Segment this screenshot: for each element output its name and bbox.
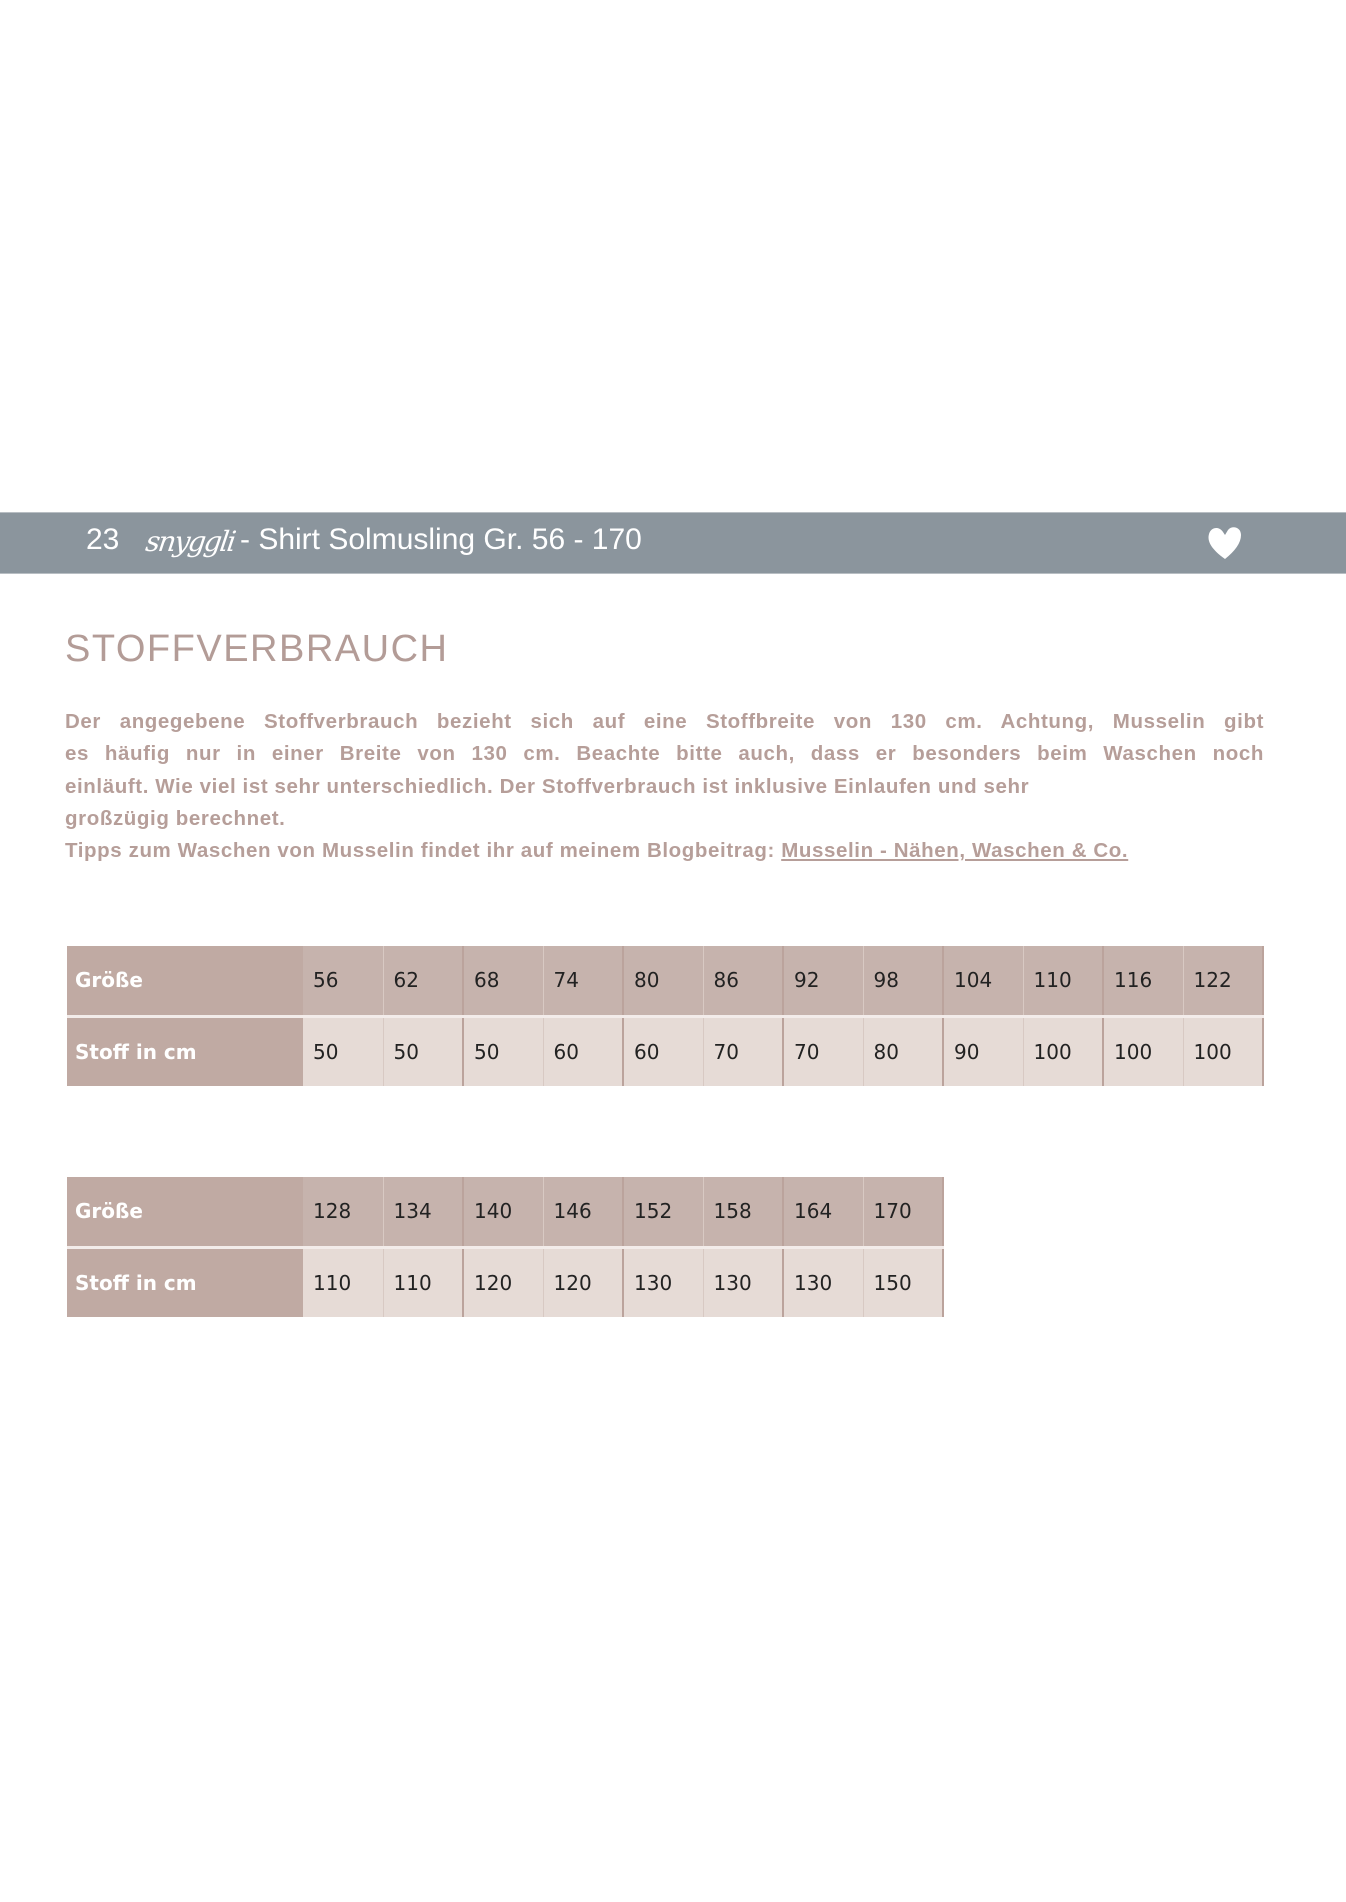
row-label: Stoff in cm bbox=[67, 1247, 303, 1317]
size-cell: 140 bbox=[463, 1177, 543, 1247]
brand-logo: snyggli bbox=[143, 525, 237, 558]
size-cell: 104 bbox=[943, 946, 1023, 1016]
size-cell: 122 bbox=[1183, 946, 1263, 1016]
row-label: Größe bbox=[67, 946, 303, 1016]
paragraph-line: Der angegebene Stoffverbrauch bezieht sich auf eine Stoffbreite von 130 cm. Achtung, Musselin gibt bbox=[65, 710, 1264, 733]
size-row bbox=[67, 946, 1263, 1016]
size-row bbox=[67, 1177, 943, 1247]
paragraph-line: einläuft. Wie viel ist sehr unterschiedlich. Der Stoffverbrauch ist inklusive Einlaufen und sehr bbox=[65, 774, 1030, 798]
fabric-row bbox=[67, 1247, 943, 1317]
paragraph-line: großzügig berechnet. bbox=[65, 806, 286, 830]
size-cell: 86 bbox=[703, 946, 783, 1016]
fabric-cell: 80 bbox=[863, 1016, 943, 1086]
fabric-cell: 100 bbox=[1183, 1016, 1263, 1086]
document-title: - Shirt Solmusling Gr. 56 - 170 bbox=[240, 523, 642, 556]
fabric-cell: 130 bbox=[783, 1247, 863, 1317]
blog-link[interactable]: Musselin - Nähen, Waschen & Co. bbox=[781, 839, 1129, 863]
fabric-cell: 120 bbox=[463, 1247, 543, 1317]
fabric-cell: 130 bbox=[623, 1247, 703, 1317]
fabric-cell: 70 bbox=[703, 1016, 783, 1086]
size-cell: 164 bbox=[783, 1177, 863, 1247]
heart-icon bbox=[1205, 523, 1245, 563]
size-cell: 92 bbox=[783, 946, 863, 1016]
size-cell: 146 bbox=[543, 1177, 623, 1247]
fabric-cell: 50 bbox=[303, 1016, 383, 1086]
fabric-cell: 130 bbox=[703, 1247, 783, 1317]
fabric-cell: 60 bbox=[543, 1016, 623, 1086]
paragraph-line: es häufig nur in einer Breite von 130 cm. Beachte bitte auch, dass er besonders beim Waschen noch bbox=[65, 742, 1264, 766]
row-label: Stoff in cm bbox=[67, 1016, 303, 1086]
fabric-cell: 90 bbox=[943, 1016, 1023, 1086]
size-cell: 110 bbox=[1023, 946, 1103, 1016]
fabric-cell: 50 bbox=[463, 1016, 543, 1086]
size-cell: 98 bbox=[863, 946, 943, 1016]
size-cell: 152 bbox=[623, 1177, 703, 1247]
size-cell: 170 bbox=[863, 1177, 943, 1247]
size-cell: 158 bbox=[703, 1177, 783, 1247]
fabric-cell: 110 bbox=[383, 1247, 463, 1317]
intro-paragraph bbox=[65, 706, 1264, 867]
page-header-bar bbox=[0, 512, 1346, 574]
size-cell: 68 bbox=[463, 946, 543, 1016]
fabric-cell: 150 bbox=[863, 1247, 943, 1317]
size-cell: 74 bbox=[543, 946, 623, 1016]
tip-text: Tipps zum Waschen von Musselin findet ihr auf meinem Blogbeitrag: bbox=[65, 839, 782, 863]
fabric-row bbox=[67, 1016, 1263, 1086]
fabric-table-1 bbox=[67, 946, 1264, 1086]
page-number: 23 bbox=[86, 523, 120, 556]
size-cell: 134 bbox=[383, 1177, 463, 1247]
fabric-cell: 110 bbox=[303, 1247, 383, 1317]
size-cell: 62 bbox=[383, 946, 463, 1016]
fabric-cell: 120 bbox=[543, 1247, 623, 1317]
size-cell: 116 bbox=[1103, 946, 1183, 1016]
fabric-cell: 70 bbox=[783, 1016, 863, 1086]
size-cell: 80 bbox=[623, 946, 703, 1016]
tip-line bbox=[65, 835, 1264, 867]
fabric-cell: 50 bbox=[383, 1016, 463, 1086]
fabric-cell: 60 bbox=[623, 1016, 703, 1086]
row-label: Größe bbox=[67, 1177, 303, 1247]
section-title: STOFFVERBRAUCH bbox=[65, 628, 449, 670]
fabric-cell: 100 bbox=[1103, 1016, 1183, 1086]
fabric-cell: 100 bbox=[1023, 1016, 1103, 1086]
fabric-table-2 bbox=[67, 1177, 944, 1317]
size-cell: 128 bbox=[303, 1177, 383, 1247]
size-cell: 56 bbox=[303, 946, 383, 1016]
